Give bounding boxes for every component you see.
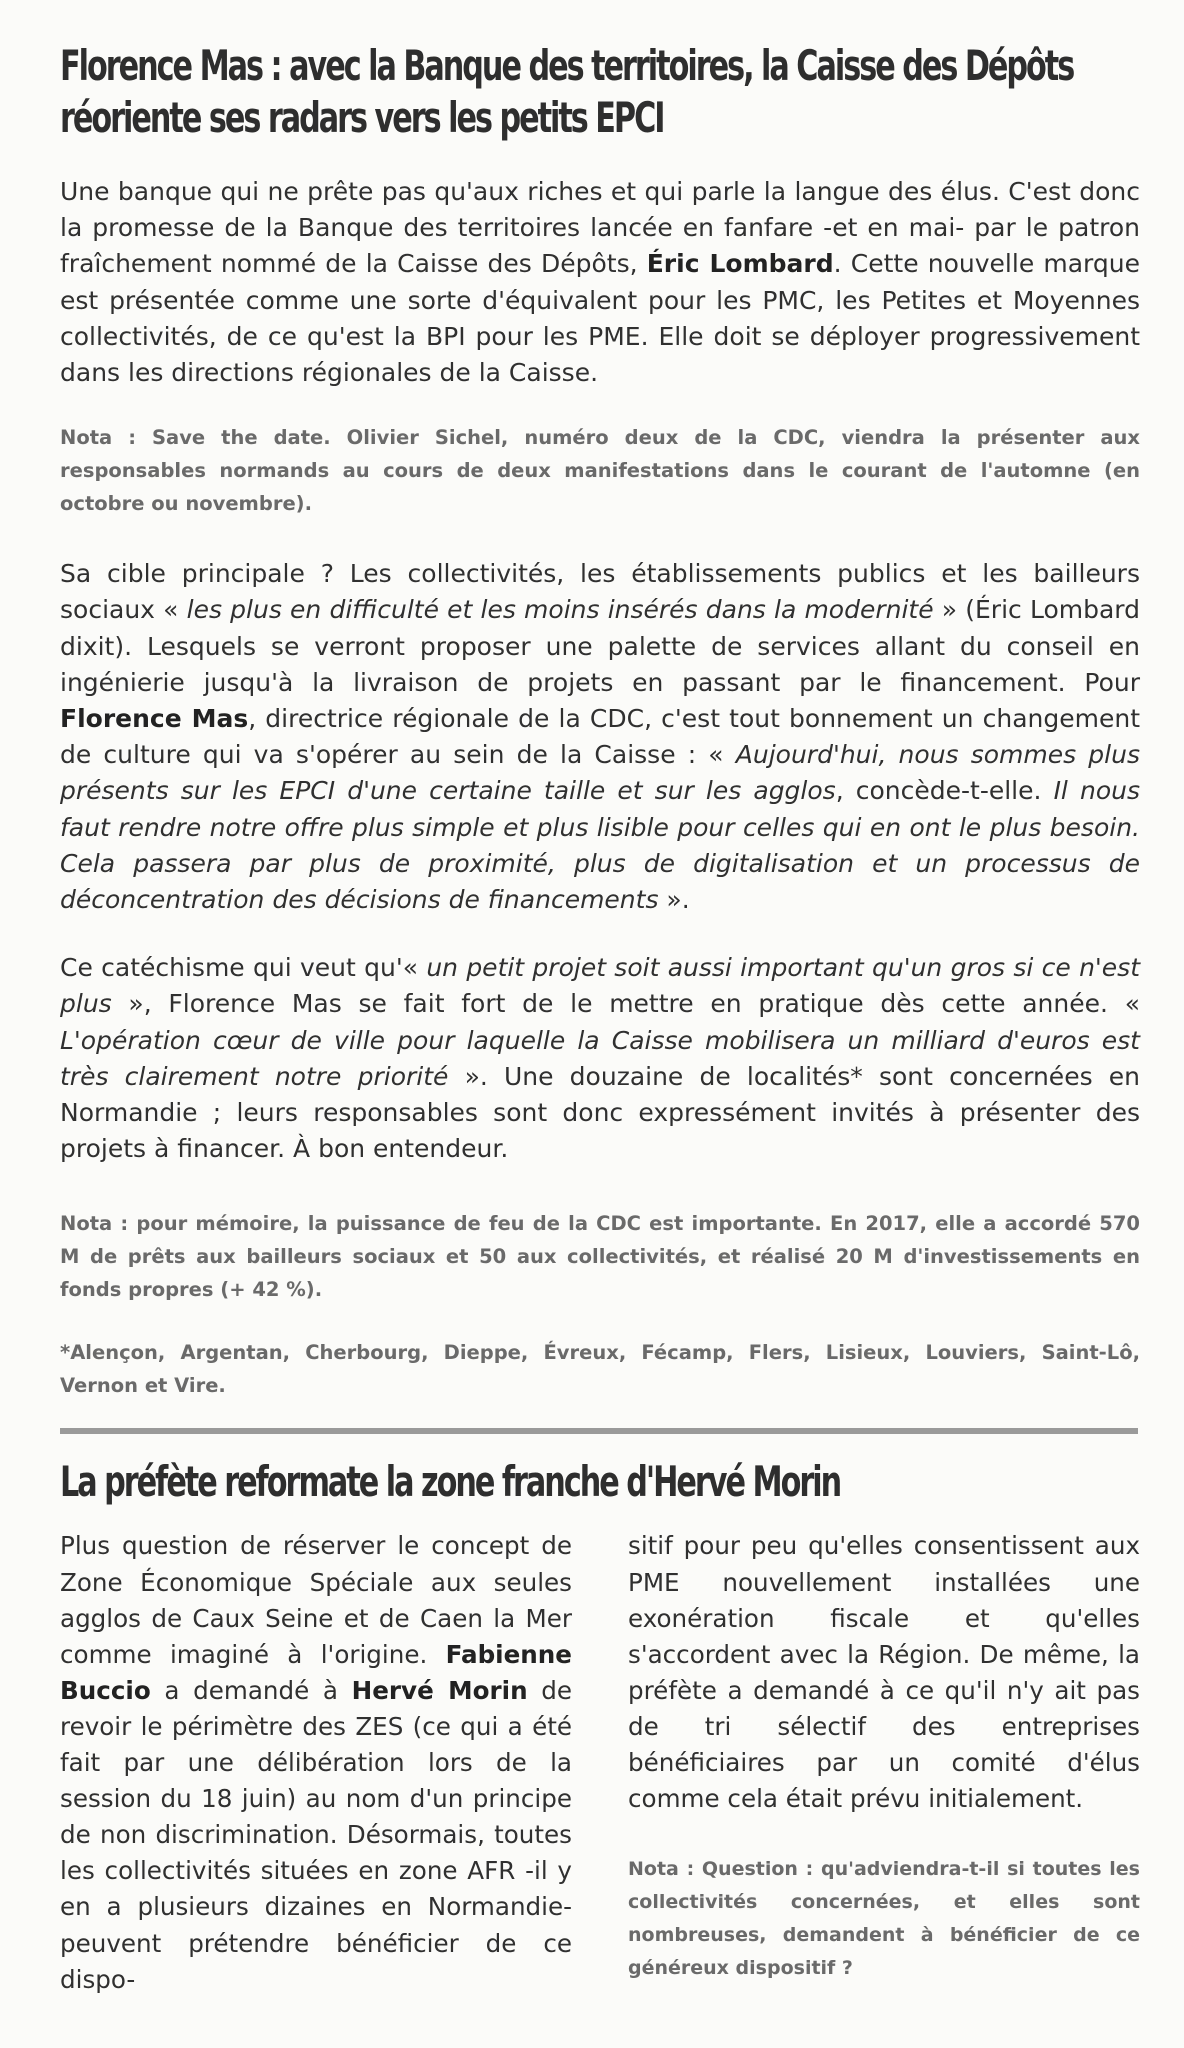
article1-paragraph-1: [60, 174, 1140, 391]
article1-paragraph-3: [60, 950, 1140, 1167]
text-run: Une banque qui ne prête pas qu'aux riches et qui parle la langue des élus. C'est donc la promesse de la Banque des territoires lancée en fanfare -et en mai- par le patron fraîchement nommé de la Caisse des Dépôts,: [60, 177, 1140, 279]
text-run: Plus question de réserver le concept de Zone Économique Spéciale aux seules agglos de Caux Seine et de Caen la Mer comme imaginé à l'origine.: [60, 1531, 572, 1669]
person-name: Florence Mas: [60, 704, 249, 734]
article1-nota-2: Nota : pour mémoire, la puissance de feu de la CDC est importante. En 2017, elle a accordé 570 M de prêts aux bailleurs sociaux et 50 aux collectivités, et réalisé 20 M d'investissements en fonds propres (+ 42 %).: [60, 1212, 1140, 1302]
quote: les plus en difficulté et les moins insérés dans la modernité: [186, 595, 934, 625]
text-run: ». Une douzaine de localités* sont concernées en Normandie ; leurs responsables sont donc expressément invités à présenter des projets à financer. À bon entendeur.: [60, 1061, 1140, 1164]
article1-headline-wrap: [60, 40, 1140, 148]
newsletter-page: [60, 40, 1140, 1998]
person-name: Fabienne Buccio: [60, 1639, 572, 1705]
text-run: ».: [658, 885, 690, 915]
article2-left-column: [60, 1528, 572, 1997]
article2-paragraph-left: [60, 1528, 572, 1997]
article2-nota: Nota : Question : qu'adviendra-t-il si toutes les collectivités concernées, et elles sont nombreuses, demandent à bénéficier de ce généreux dispositif ?: [628, 1858, 1140, 1980]
article1-footnote: *Alençon, Argentan, Cherbourg, Dieppe, Évreux, Fécamp, Flers, Lisieux, Louviers, Saint-Lô, Vernon et Vire.: [60, 1341, 1140, 1398]
text-run: a demandé à: [150, 1675, 352, 1705]
text-run: Sa cible principale ? Les collectivités, les établissements publics et les bailleurs sociaux «: [60, 559, 1140, 625]
quote: Il nous faut rendre notre offre plus simple et plus lisible pour celles qui en ont le plus besoin. Cela passera par plus de proximité, plus de digitalisation et un processus de déconcentration des décisions de financements: [60, 776, 1140, 915]
text-run: , concède-t-elle.: [835, 776, 1054, 806]
quote: un petit projet soit aussi important qu'un gros si ce n'est plus: [60, 953, 1140, 1019]
article2-right-column: [628, 1528, 1140, 1997]
article2-headline-wrap: [60, 1456, 1140, 1518]
text-run: de revoir le périmètre des ZES (ce qui a été fait par une délibération lors de la session du 18 juin) au nom d'un principe de non discrimination. Désormais, toutes les collectivités situées en zone AFR -il y en a plusieurs dizaines en Normandie- peuvent prétendre bénéficier de ce dispo-: [60, 1675, 572, 1994]
text-run: » (Éric Lombard dixit). Lesquels se verront proposer une palette de services allant du conseil en ingénierie jusqu'à la livraison de projets en passant par le financement. Pour: [60, 595, 1140, 697]
text-run: Ce catéchisme qui veut qu'«: [60, 953, 427, 983]
article2-paragraph-right: sitif pour peu qu'elles consentissent aux PME nouvellement installées une exonération fiscale et qu'elles s'accordent avec la Région. De même, la préfète a demandé à ce qu'il n'y ait pas de tri sélectif des entreprises bénéficiaires par un comité d'élus comme cela était prévu initialement.: [628, 1531, 1140, 1814]
article1-nota-1: Nota : Save the date. Olivier Sichel, numéro deux de la CDC, viendra la présenter aux responsables normands au cours de deux manifestations dans le courant de l'automne (en octobre ou novembre).: [60, 426, 1140, 516]
person-name: Hervé Morin: [351, 1675, 528, 1705]
text-run: », Florence Mas se fait fort de le mettre en pratique dès cette année. «: [111, 989, 1140, 1019]
text-run: . Cette nouvelle marque est présentée comme une sorte d'équivalent pour les PMC, les Petites et Moyennes collectivités, de ce qu'est la BPI pour les PME. Elle doit se déployer progressivement dans les directions régionales de la Caisse.: [60, 249, 1140, 388]
article2-title: La préfète reformate la zone franche d'Hervé Morin: [60, 1457, 841, 1507]
quote: L'opération cœur de ville pour laquelle la Caisse mobilisera un milliard d'euros est très clairement notre priorité: [60, 1025, 1140, 1091]
person-name: Éric Lombard: [646, 249, 834, 279]
article2-columns: [60, 1528, 1140, 1997]
text-run: , directrice régionale de la CDC, c'est tout bonnement un changement de culture qui va s'opérer au sein de la Caisse : «: [60, 704, 1140, 770]
section-divider: [60, 1428, 1138, 1434]
article1-paragraph-2: [60, 556, 1140, 918]
quote: Aujourd'hui, nous sommes plus présents sur les EPCI d'une certaine taille et sur les agglos: [60, 740, 1140, 806]
article1-title: Florence Mas : avec la Banque des territoires, la Caisse des Dépôts réoriente ses radars vers les petits EPCI: [60, 41, 1074, 142]
